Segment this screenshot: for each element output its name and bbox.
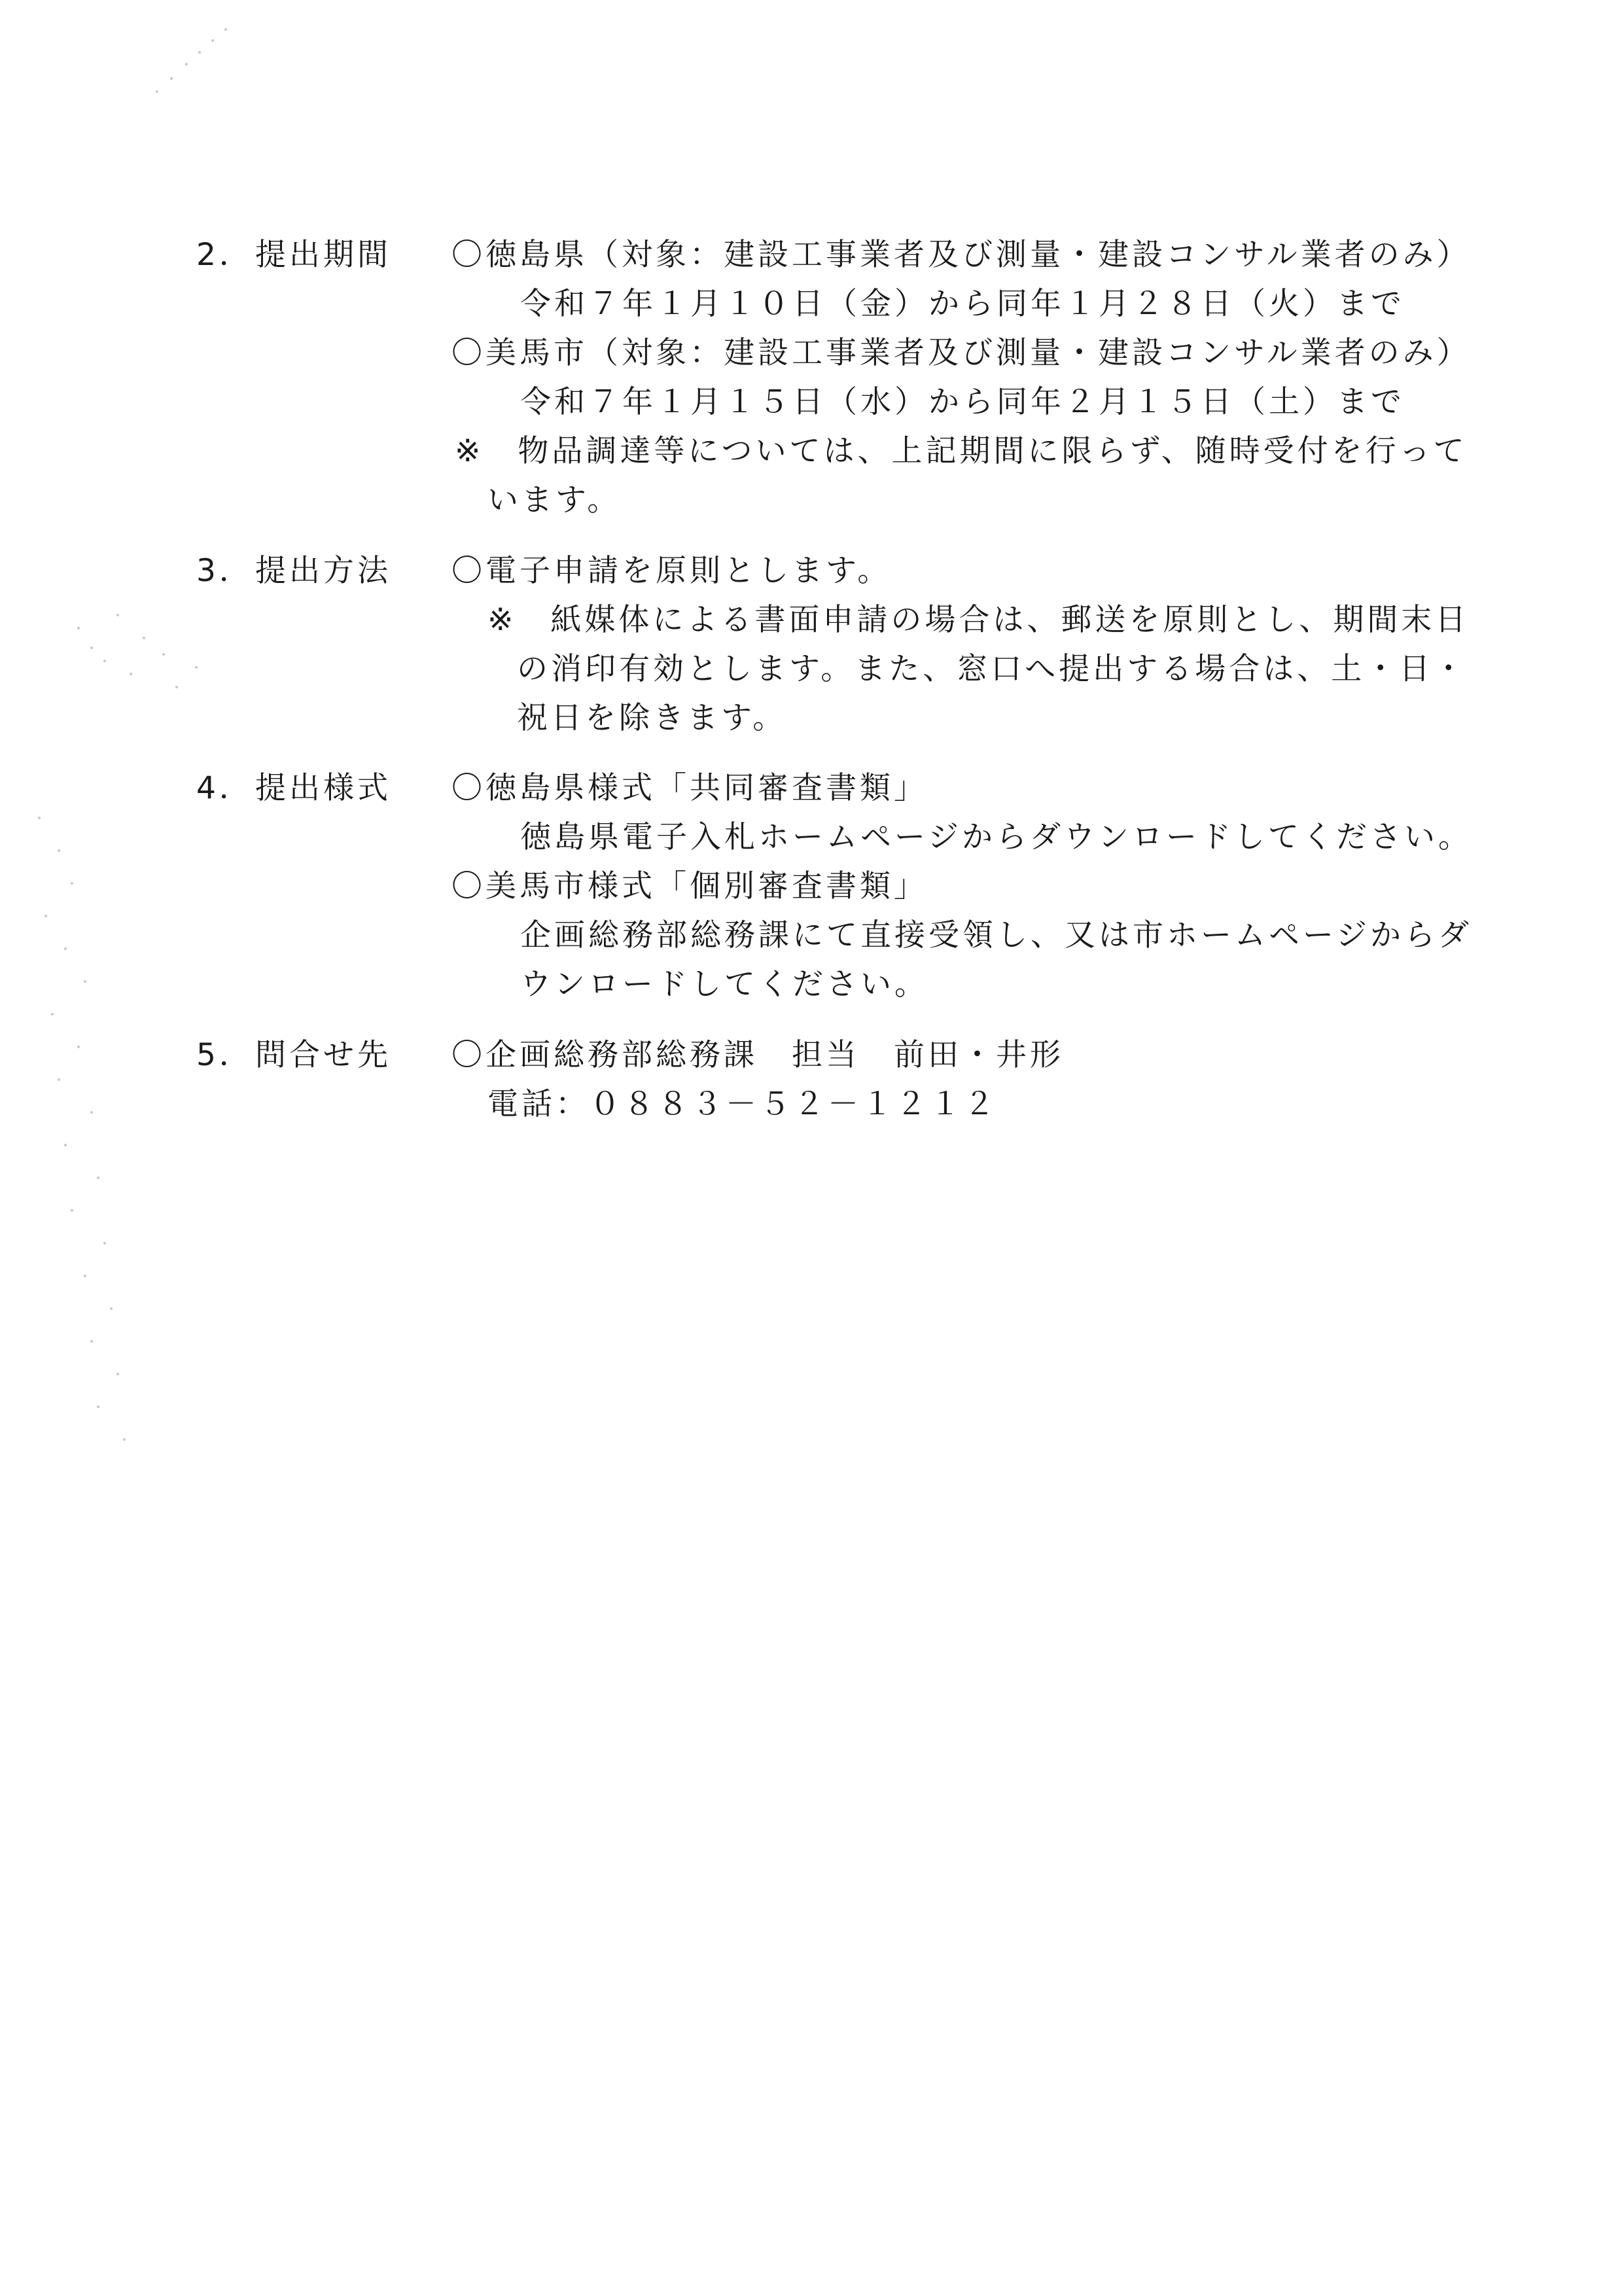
- section-heading: 提出方法: [255, 553, 391, 589]
- body-line: 令和７年１月１０日（金）から同年１月２８日（火）まで: [520, 286, 1405, 322]
- note-line: ※ 紙媒体による書面申請の場合は、郵送を原則とし、期間末日: [487, 602, 1470, 638]
- body-line: 〇徳島県様式「共同審査書類」: [451, 770, 928, 806]
- section-number: 4．: [196, 770, 253, 806]
- body-line: 〇美馬市様式「個別審査書類」: [451, 868, 928, 904]
- body-line: 〇徳島県（対象：建設工事業者及び測量・建設コンサル業者のみ）: [451, 237, 1471, 273]
- section-heading: 提出期間: [255, 237, 391, 273]
- section-heading: 問合せ先: [255, 1037, 391, 1073]
- body-line: 〇美馬市（対象：建設工事業者及び測量・建設コンサル業者のみ）: [451, 335, 1471, 371]
- note-line: 祝日を除きます。: [517, 700, 787, 736]
- section-number: 5．: [196, 1037, 253, 1073]
- phone-line: 電話：０８８３－５２－１２１２: [487, 1086, 998, 1122]
- note-line: います。: [487, 482, 622, 518]
- body-line: ウンロードしてください。: [520, 966, 928, 1002]
- section-number: 3．: [196, 553, 253, 589]
- body-line: 〇電子申請を原則とします。: [451, 553, 892, 589]
- body-line: 企画総務部総務課にて直接受領し、又は市ホームページからダ: [520, 917, 1473, 953]
- scan-noise: [0, 0, 275, 1505]
- note-line: の消印有効とします。また、窓口へ提出する場合は、土・日・: [517, 651, 1468, 687]
- section-heading: 提出様式: [255, 770, 391, 806]
- body-line: 令和７年１月１５日（水）から同年２月１５日（土）まで: [520, 384, 1405, 420]
- body-line: 〇企画総務部総務課 担当 前田・井形: [451, 1037, 1064, 1073]
- section-number: 2．: [196, 237, 253, 273]
- body-line: 徳島県電子入札ホームページからダウンロードしてください。: [520, 819, 1473, 855]
- note-line: ※ 物品調達等については、上記期間に限らず、随時受付を行って: [455, 433, 1468, 469]
